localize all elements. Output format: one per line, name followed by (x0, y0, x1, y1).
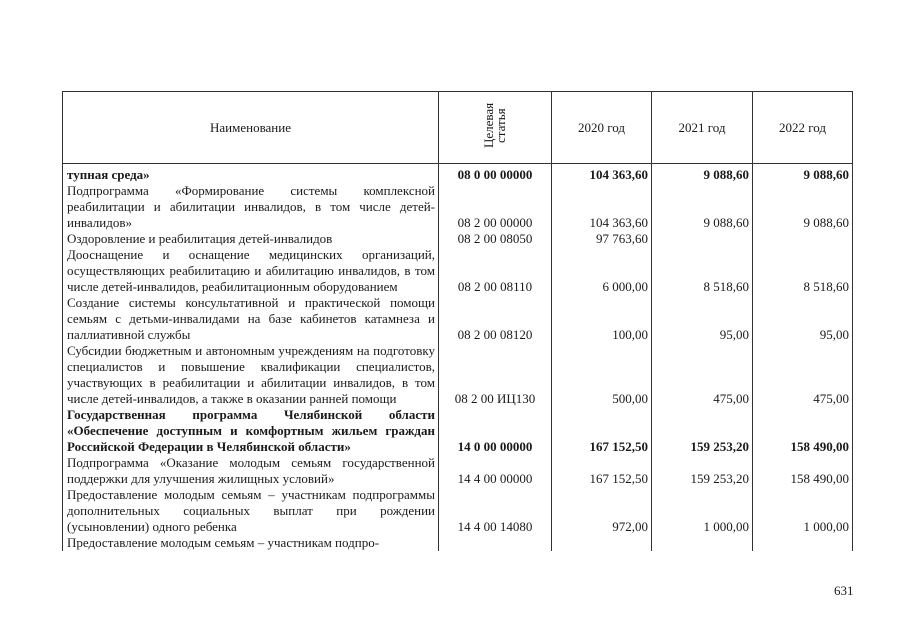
row-target-article: 08 2 00 00000 (439, 183, 552, 231)
row-value-2021: 9 088,60 (652, 183, 753, 231)
table-row (63, 183, 853, 231)
row-value-2022: 9 088,60 (753, 183, 853, 231)
row-name: Создание системы консультативной и практической помощи семьям с детьми-инвалидами на базе кабинетов катамнеза и паллиативной службы (63, 295, 439, 343)
header-target-article (439, 92, 552, 164)
row-target-article: 08 2 00 ИЦ130 (439, 343, 552, 407)
row-name: Оздоровление и реабилитация детей-инвалидов (63, 231, 439, 247)
table-row (63, 295, 853, 343)
row-value-2021: 8 518,60 (652, 247, 753, 295)
header-2022: 2022 год (753, 92, 853, 164)
row-value-2020: 500,00 (552, 343, 652, 407)
row-value-2021: 95,00 (652, 295, 753, 343)
row-value-2021: 159 253,20 (652, 455, 753, 487)
table-row (63, 407, 853, 455)
row-value-2020: 167 152,50 (552, 455, 652, 487)
row-value-2020: 972,00 (552, 487, 652, 535)
row-target-article: 14 0 00 00000 (439, 407, 552, 455)
row-target-article: 08 0 00 00000 (439, 164, 552, 184)
table-row (63, 455, 853, 487)
header-2021: 2021 год (652, 92, 753, 164)
row-value-2021: 1 000,00 (652, 487, 753, 535)
table-row (63, 343, 853, 407)
table-row (63, 487, 853, 535)
row-value-2020: 6 000,00 (552, 247, 652, 295)
row-target-article: 14 4 00 14080 (439, 487, 552, 535)
row-value-2020 (552, 535, 652, 551)
row-value-2020: 104 363,60 (552, 183, 652, 231)
row-name: Предоставление молодым семьям – участникам подпро- (63, 535, 439, 551)
row-value-2020: 167 152,50 (552, 407, 652, 455)
row-target-article: 14 4 00 00000 (439, 455, 552, 487)
row-name: тупная среда» (63, 164, 439, 184)
row-target-article: 08 2 00 08120 (439, 295, 552, 343)
row-value-2022 (753, 231, 853, 247)
row-name: Государственная программа Челябинской области «Обеспечение доступным и комфортным жильем граждан Российской Федерации в Челябинской области» (63, 407, 439, 455)
row-value-2021: 9 088,60 (652, 164, 753, 184)
row-value-2020: 97 763,60 (552, 231, 652, 247)
page-number: 631 (834, 583, 854, 598)
row-name: Дооснащение и оснащение медицинских организаций, осуществляющих реабилитацию и абилитацию инвалидов, в том числе детей-инвалидов, реабилитационным оборудованием (63, 247, 439, 295)
row-value-2021: 475,00 (652, 343, 753, 407)
row-value-2022: 158 490,00 (753, 407, 853, 455)
row-value-2022: 1 000,00 (753, 487, 853, 535)
table-row (63, 164, 853, 184)
budget-table (62, 91, 853, 551)
row-name: Подпрограмма «Формирование системы комплексной реабилитации и абилитации инвалидов, в том числе детей-инвалидов» (63, 183, 439, 231)
row-value-2020: 100,00 (552, 295, 652, 343)
table-row (63, 247, 853, 295)
table-row (63, 231, 853, 247)
row-target-article (439, 535, 552, 551)
row-value-2022: 95,00 (753, 295, 853, 343)
row-value-2022: 8 518,60 (753, 247, 853, 295)
header-2020: 2020 год (552, 92, 652, 164)
row-name: Подпрограмма «Оказание молодым семьям государственной поддержки для улучшения жилищных условий» (63, 455, 439, 487)
row-name: Предоставление молодым семьям – участникам подпрограммы дополнительных социальных выплат при рождении (усыновлении) одного ребенка (63, 487, 439, 535)
row-value-2021 (652, 231, 753, 247)
row-target-article: 08 2 00 08050 (439, 231, 552, 247)
row-value-2022: 9 088,60 (753, 164, 853, 184)
row-value-2020: 104 363,60 (552, 164, 652, 184)
row-value-2022: 475,00 (753, 343, 853, 407)
header-name: Наименование (63, 92, 439, 164)
table-header-row (63, 92, 853, 164)
table-row (63, 535, 853, 551)
row-value-2022 (753, 535, 853, 551)
row-target-article: 08 2 00 08110 (439, 247, 552, 295)
row-value-2021 (652, 535, 753, 551)
row-value-2021: 159 253,20 (652, 407, 753, 455)
row-value-2022: 158 490,00 (753, 455, 853, 487)
row-name: Субсидии бюджетным и автономным учреждениям на подготовку специалистов и повышение квалификации специалистов, участвующих в реабилитации и абилитации инвалидов, в том числе детей-инвалидов, а также в оказании ранней помощи (63, 343, 439, 407)
header-target-article-label: Целевая статья (481, 102, 508, 149)
